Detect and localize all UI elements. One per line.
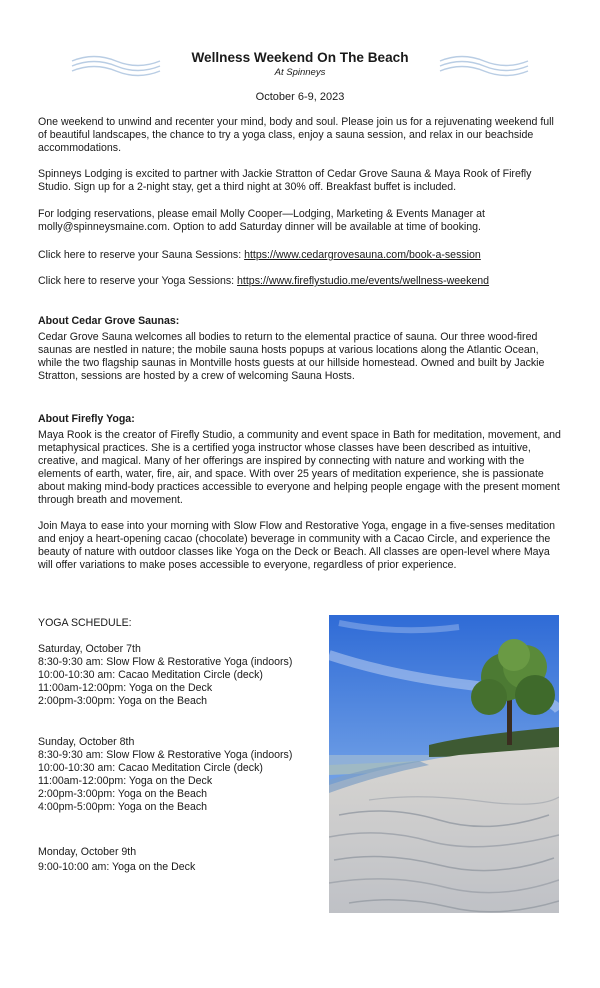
lodging-paragraph — [38, 208, 564, 234]
schedule-day-sunday — [38, 736, 328, 814]
partner-text: Spinneys Lodging is excited to partner with Jackie Stratton of Cedar Grove Sauna & Maya Rook of Firefly Studio. Sign up for a 2-night stay, get a third night at 30% off. Breakfast buffet is included. — [38, 168, 532, 193]
schedule-item: 2:00pm-3:00pm: Yoga on the Beach — [38, 788, 208, 800]
schedule-item: 4:00pm-5:00pm: Yoga on the Beach — [38, 801, 208, 813]
about-yoga-text: Maya Rook is the creator of Firefly Studio, a community and event space in Bath for meditation, movement, and metaphysical practices. She is a certified yoga instructor whose classes have been described as intuitive, creative, and magical. Many of her offerings are inspired by connecting with nature and working with the elements of earth, water, fire, air, and space. With over 25 years of meditation experience, she is passionate about making mind-body practices accessible to everyone and helping people engage with the present moment through breath and movement. — [38, 429, 561, 506]
schedule-item: 10:00-10:30 am: Cacao Meditation Circle (deck) — [38, 762, 263, 774]
intro-paragraph — [38, 116, 564, 155]
schedule-item: 10:00-10:30 am: Cacao Meditation Circle (deck) — [38, 669, 263, 681]
schedule-day-label: Sunday, October 8th — [38, 736, 135, 748]
schedule-item: 2:00pm-3:00pm: Yoga on the Beach — [38, 695, 208, 707]
about-yoga-heading: About Firefly Yoga: — [38, 413, 135, 425]
schedule-day-monday — [38, 846, 328, 874]
yoga-reserve-line — [38, 275, 564, 288]
about-sauna-section — [38, 315, 564, 383]
schedule-day-label: Saturday, October 7th — [38, 643, 141, 655]
schedule-item: 8:30-9:30 am: Slow Flow & Restorative Yoga (indoors) — [38, 656, 293, 668]
yoga-booking-link[interactable]: https://www.fireflystudio.me/events/wellness-weekend — [237, 275, 490, 287]
schedule-item: 11:00am-12:00pm: Yoga on the Deck — [38, 682, 213, 694]
about-yoga-text-2: Join Maya to ease into your morning with Slow Flow and Restorative Yoga, engage in a five-senses meditation and enjoy a heart-opening cacao (chocolate) beverage in community with a Cacao Circle, and experience the beauty of nature with outdoor classes like Yoga on the Deck or Beach. All classes are open-level where Maya will offer variations to make poses accessible to everyone, regardless of prior experience. — [38, 520, 556, 571]
event-date: October 6-9, 2023 — [255, 91, 345, 103]
schedule-day-saturday — [38, 643, 328, 708]
intro-text: One weekend to unwind and recenter your mind, body and soul. Please join us for a rejuvenating weekend full of beautiful landscapes, the chance to try a yoga class, enjoy a sauna session, and relax in our beachside accommodations. — [38, 116, 554, 154]
about-yoga-section — [38, 413, 564, 572]
about-sauna-heading: About Cedar Grove Saunas: — [38, 315, 180, 327]
page-title: Wellness Weekend On The Beach — [191, 50, 409, 65]
sauna-reserve-line — [38, 249, 564, 262]
beach-photo — [329, 615, 559, 913]
yoga-reserve-label: Click here to reserve your Yoga Sessions: — [38, 275, 238, 287]
schedule-item: 11:00am-12:00pm: Yoga on the Deck — [38, 775, 213, 787]
partner-paragraph — [38, 168, 564, 194]
sauna-reserve-label: Click here to reserve your Sauna Sessions: — [38, 249, 245, 261]
page-subtitle: At Spinneys — [274, 67, 326, 78]
schedule-heading: YOGA SCHEDULE: — [38, 617, 132, 629]
about-sauna-text: Cedar Grove Sauna welcomes all bodies to return to the elemental practice of sauna. Our three wood-fired saunas are nestled in nature; the mobile sauna hosts popups at various locations along the Atlantic Ocean, while the two flagship saunas in Montville hosts guests at our hillside homestead. Owned and built by Jackie Stratton, sessions are hosted by a crew of welcoming Sauna Hosts. — [38, 331, 545, 382]
schedule-day-label: Monday, October 9th — [38, 846, 137, 858]
schedule-item: 9:00-10:00 am: Yoga on the Deck — [38, 861, 196, 873]
schedule-item: 8:30-9:30 am: Slow Flow & Restorative Yoga (indoors) — [38, 749, 293, 761]
sauna-booking-link[interactable]: https://www.cedargrovesauna.com/book-a-session — [244, 249, 481, 261]
lodging-text: For lodging reservations, please email Molly Cooper—Lodging, Marketing & Events Manager at molly@spinneysmaine.com. Option to add Saturday dinner will be available at time of booking. — [38, 208, 485, 233]
